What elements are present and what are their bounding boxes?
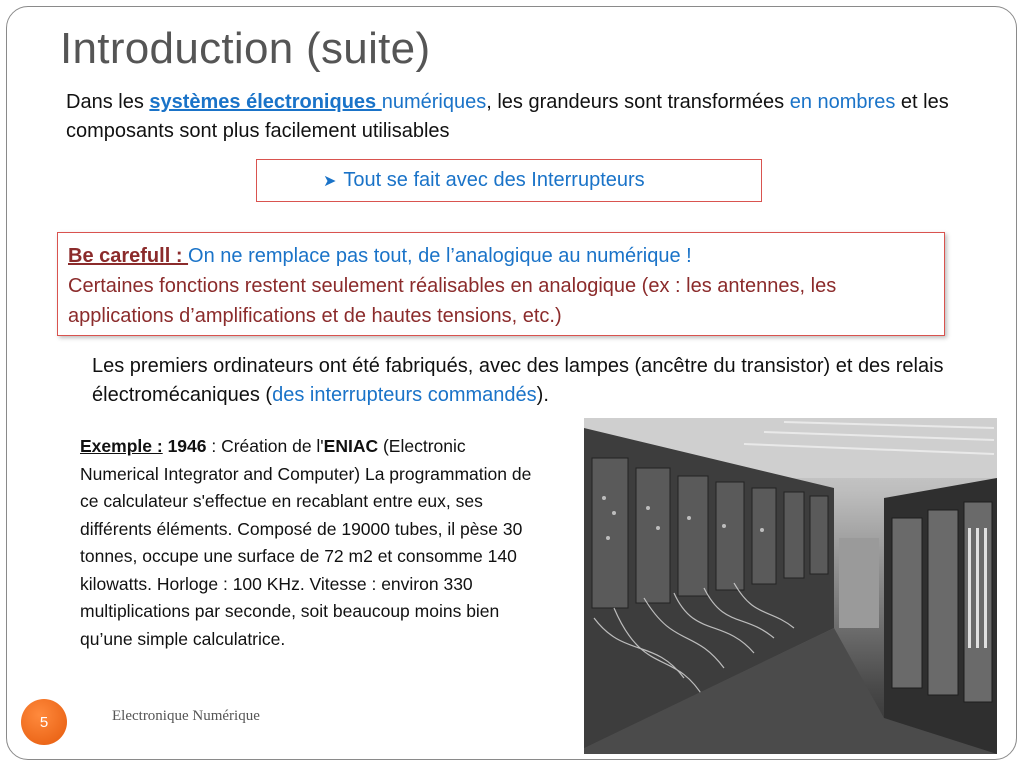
slide-title: Introduction (suite) <box>60 24 431 73</box>
eniac-photo-drawing <box>584 418 997 754</box>
en-nombres-text: en nombres <box>789 91 896 113</box>
numeriques-text: numériques <box>381 91 487 113</box>
warning-label: Be carefull : <box>68 245 189 267</box>
footer-text: Electronique Numérique <box>112 708 260 724</box>
example-text-2: (Electronic Numerical Integrator and Computer) La programmation de ce calculateur s'effectue en recablant entre eux, ses différents éléments. Composé de 19000 tubes, il pèse 30 tonnes, occupe une surface de 72 m2 et consomme 140 kilowatts. Horloge : 100 KHz. Vitesse : environ 330 multiplications par seconde, soit beaucoup moins bien qu’une simple calculatrice. <box>80 436 532 649</box>
callout-box <box>256 159 762 202</box>
page-number-badge <box>21 699 67 745</box>
eniac-text: ENIAC <box>323 436 379 456</box>
arrow-right-icon: ➤ <box>323 172 337 190</box>
warning-line-1: On ne remplace pas tout, de l’analogique au numérique ! <box>188 245 692 267</box>
page-number: 5 <box>39 713 49 731</box>
example-label: Exemple : <box>80 436 163 456</box>
intro-text-1: Dans les <box>66 91 150 113</box>
example-year: 1946 <box>167 436 207 456</box>
history-text-2: ). <box>536 384 549 406</box>
systems-link[interactable]: systèmes électroniques <box>149 91 382 113</box>
intro-text-2: , les grandeurs sont transformées <box>486 91 790 113</box>
eniac-photo <box>584 418 997 754</box>
intro-text-3: et les composants sont plus facilement utilisables <box>66 91 949 142</box>
history-highlight: des interrupteurs commandés <box>272 384 537 406</box>
intro-paragraph <box>66 88 966 146</box>
example-paragraph <box>80 433 540 653</box>
history-text-1: Les premiers ordinateurs ont été fabriqués, avec des lampes (ancêtre du transistor) et des relais électromécaniques ( <box>92 355 944 406</box>
history-paragraph <box>92 352 982 410</box>
warning-line-2: Certaines fonctions restent seulement réalisables en analogique (ex : les antennes, les applications d’amplifications et de hautes tensions, etc.) <box>68 275 837 327</box>
warning-box <box>57 232 945 336</box>
example-text-1: : Création de l' <box>206 436 324 456</box>
callout-text: Tout se fait avec des Interrupteurs <box>343 169 645 191</box>
